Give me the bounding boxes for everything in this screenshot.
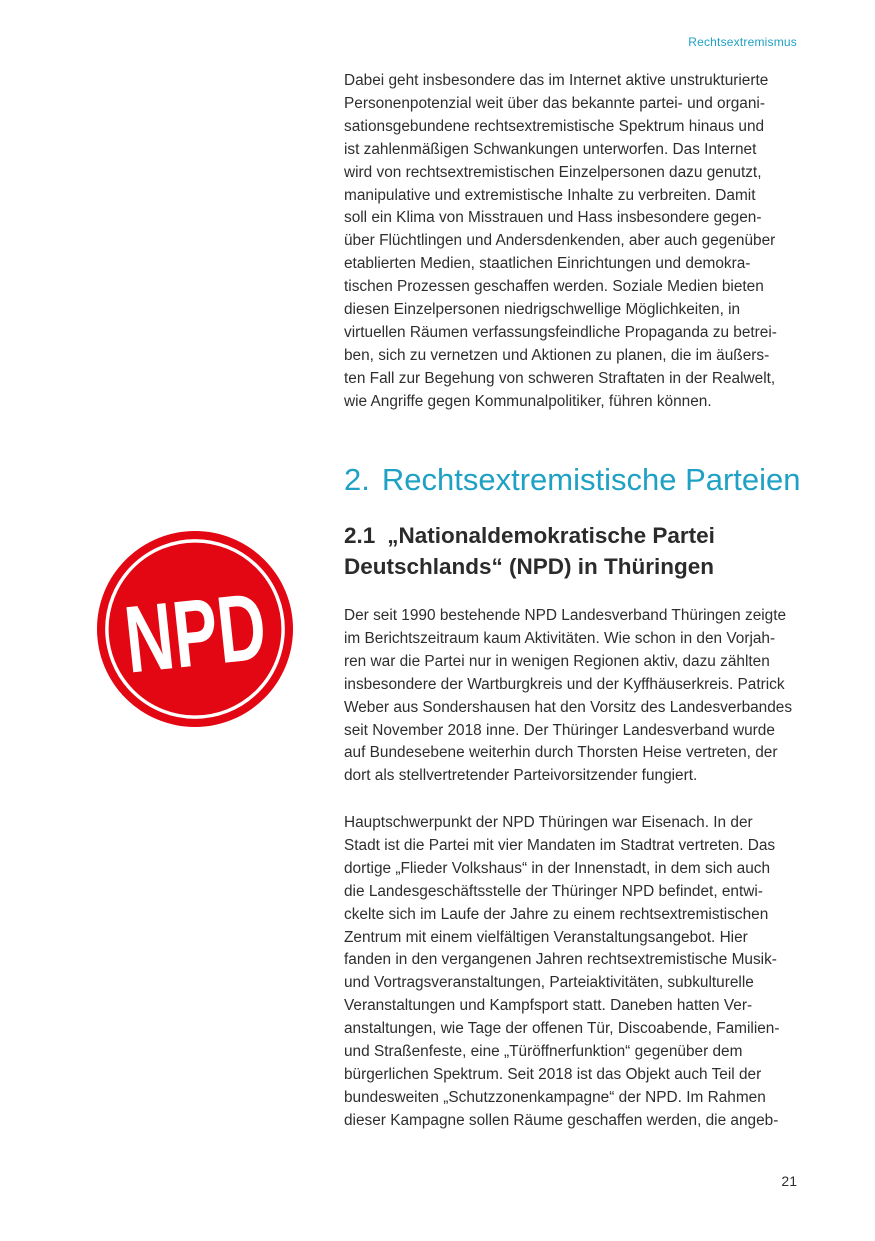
text-line: im Berichtszeitraum kaum Aktivitäten. Wie schon in den Vorjah- [344,629,776,647]
section-title-line-1: „Nationaldemokratische Partei [387,523,715,548]
npd-logo [96,530,331,728]
text-line: soll ein Klima von Misstrauen und Hass insbesondere gegen- [344,209,762,227]
text-line: dieser Kampagne sollen Räume geschaffen werden, die angeb- [344,1111,779,1129]
text-line: Stadt ist die Partei mit vier Mandaten im Stadtrat vertreten. Das [344,836,776,854]
text-line: über Flüchtlingen und Andersdenkenden, aber auch gegenüber [344,232,776,250]
text-line: Personenpotenzial weit über das bekannte partei- und organi- [344,94,765,112]
chapter-title: Rechtsextremistische Parteien [381,462,801,497]
section-heading-line-1 [344,520,715,551]
text-line: und Vortragsveranstaltungen, Parteiaktivitäten, subkulturelle [344,974,754,992]
text-line: bürgerlichen Spektrum. Seit 2018 ist das Objekt auch Teil der [344,1065,762,1083]
text-line: wird von rechtsextremistischen Einzelpersonen dazu genutzt, [344,163,762,181]
section-number: 2.1 [344,523,376,548]
text-line: auf Bundesebene weiterhin durch Thorsten Heise vertreten, der [344,744,778,762]
page-number: 21 [781,1173,797,1189]
chapter-number: 2. [344,462,370,497]
npd-paragraph-1 [344,605,800,788]
text-line: dort als stellvertretender Parteivorsitzender fungiert. [344,767,698,785]
text-line: ckelte sich im Laufe der Jahre zu einem rechtsextremistischen [344,905,769,923]
text-line: virtuellen Räumen verfassungsfeindliche Propaganda zu betrei- [344,323,777,341]
logo-text: NPD [120,567,331,694]
section-title-line-2: Deutschlands“ (NPD) in Thüringen [344,554,715,579]
text-line: ben, sich zu vernetzen und Aktionen zu planen, die im äußers- [344,346,770,364]
text-line: Hauptschwerpunkt der NPD Thüringen war Eisenach. In der [344,814,753,831]
text-line: manipulative und extremistische Inhalte zu verbreiten. Damit [344,186,756,204]
text-line: seit November 2018 inne. Der Thüringer Landesverband wurde [344,721,775,739]
chapter-heading [344,458,801,502]
npd-paragraph-2 [344,812,800,1133]
text-line: wie Angriffe gegen Kommunalpolitiker, führen können. [344,392,712,410]
text-line: ist zahlenmäßigen Schwankungen unterworfen. Das Internet [344,140,757,158]
intro-paragraph [344,70,800,414]
text-line: tischen Prozessen geschaffen werden. Soziale Medien bieten [344,278,764,296]
text-line: etablierten Medien, staatlichen Einrichtungen und demokra- [344,255,751,273]
text-line: sationsgebundene rechtsextremistische Spektrum hinaus und [344,117,765,135]
text-line: insbesondere der Wartburgkreis und der Kyffhäuserkreis. Patrick [344,675,785,693]
text-line: und Straßenfeste, eine „Türöffnerfunktion“ gegenüber dem [344,1043,743,1061]
text-line: Veranstaltungen und Kampfsport statt. Daneben hatten Ver- [344,997,753,1015]
text-line: Der seit 1990 bestehende NPD Landesverband Thüringen zeigte [344,607,787,624]
text-line: dortige „Flieder Volkshaus“ in der Innenstadt, in dem sich auch [344,859,771,877]
text-line: die Landesgeschäftsstelle der Thüringer NPD befindet, entwi- [344,882,763,900]
text-line: Weber aus Sondershausen hat den Vorsitz des Landesverbandes [344,698,793,716]
text-line: ten Fall zur Begehung von schweren Straftaten in der Realwelt, [344,369,776,387]
text-line: Zentrum mit einem vielfältigen Veranstaltungsangebot. Hier [344,928,748,946]
text-line: fanden in den vergangenen Jahren rechtsextremistische Musik- [344,951,777,969]
text-line: bundesweiten „Schutzzonenkampagne“ der NPD. Im Rahmen [344,1088,766,1106]
text-line: anstaltungen, wie Tage der offenen Tür, Discoabende, Familien- [344,1020,780,1038]
text-line: ren war die Partei nur in wenigen Regionen aktiv, dazu zählten [344,652,770,670]
text-line: Dabei geht insbesondere das im Internet aktive unstrukturierte [344,72,769,89]
text-line: diesen Einzelpersonen niedrigschwellige Möglichkeiten, in [344,301,741,319]
section-heading [344,520,715,582]
running-header: Rechtsextremismus [688,35,797,49]
